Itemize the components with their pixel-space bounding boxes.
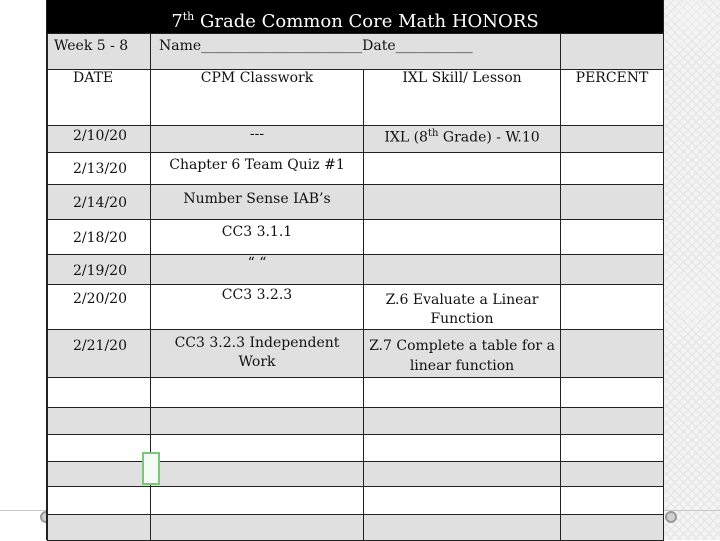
empty-cell[interactable] bbox=[561, 378, 664, 408]
row-cpm: “ “ bbox=[151, 255, 364, 285]
row-date: 2/18/20 bbox=[48, 220, 151, 255]
row-ixl bbox=[364, 255, 561, 285]
empty-cell[interactable] bbox=[151, 408, 364, 435]
header-cpm: CPM Classwork bbox=[151, 70, 364, 126]
empty-row bbox=[48, 408, 664, 435]
row-cpm: CC3 3.2.3 Independent Work bbox=[151, 330, 364, 378]
empty-cell[interactable] bbox=[151, 487, 364, 515]
empty-cell[interactable] bbox=[151, 462, 364, 487]
empty-cell[interactable] bbox=[48, 462, 151, 487]
empty-row bbox=[48, 462, 664, 487]
row-ixl bbox=[364, 126, 561, 153]
row-percent[interactable] bbox=[561, 153, 664, 185]
empty-cell[interactable] bbox=[48, 487, 151, 515]
empty-cell[interactable] bbox=[561, 408, 664, 435]
row-cpm: CC3 3.1.1 bbox=[151, 220, 364, 255]
worksheet bbox=[46, 0, 664, 540]
row-cpm: Number Sense IAB’s bbox=[151, 185, 364, 220]
empty-cell[interactable] bbox=[561, 435, 664, 462]
page-title bbox=[47, 0, 663, 33]
empty-cell[interactable] bbox=[48, 408, 151, 435]
empty-row bbox=[48, 487, 664, 515]
empty-row bbox=[48, 515, 664, 541]
empty-cell[interactable] bbox=[364, 487, 561, 515]
empty-cell[interactable] bbox=[48, 435, 151, 462]
table-row bbox=[48, 220, 664, 255]
empty-row bbox=[48, 378, 664, 408]
empty-cell[interactable] bbox=[151, 515, 364, 541]
week-label: Week 5 - 8 bbox=[48, 34, 151, 70]
name-row bbox=[48, 34, 664, 70]
row-date: 2/14/20 bbox=[48, 185, 151, 220]
row-percent[interactable] bbox=[561, 126, 664, 153]
row-percent[interactable] bbox=[561, 255, 664, 285]
assignment-table bbox=[47, 33, 664, 541]
side-pattern bbox=[664, 0, 720, 540]
row-ixl bbox=[364, 185, 561, 220]
title-grade-number: 7 bbox=[171, 11, 183, 32]
header-ixl: IXL Skill/ Lesson bbox=[364, 70, 561, 126]
row-cpm: --- bbox=[151, 126, 364, 153]
empty-cell[interactable] bbox=[364, 462, 561, 487]
title-text: Grade Common Core Math HONORS bbox=[200, 11, 539, 32]
empty-cell[interactable] bbox=[364, 378, 561, 408]
table-row bbox=[48, 185, 664, 220]
row-percent[interactable] bbox=[561, 220, 664, 255]
title-grade-suffix: th bbox=[182, 10, 195, 23]
table-row bbox=[48, 126, 664, 153]
empty-cell[interactable] bbox=[151, 435, 364, 462]
row-cpm: CC3 3.2.3 bbox=[151, 285, 364, 330]
row-date: 2/20/20 bbox=[48, 285, 151, 330]
row-ixl: Z.6 Evaluate a Linear Function bbox=[364, 285, 561, 330]
empty-row bbox=[48, 435, 664, 462]
row-percent[interactable] bbox=[561, 285, 664, 330]
table-row bbox=[48, 153, 664, 185]
row-date: 2/13/20 bbox=[48, 153, 151, 185]
row-date: 2/10/20 bbox=[48, 126, 151, 153]
empty-cell[interactable] bbox=[561, 515, 664, 541]
selection-handle[interactable] bbox=[142, 452, 160, 485]
header-date: DATE bbox=[48, 70, 151, 126]
name-row-blank bbox=[561, 34, 664, 70]
header-percent: PERCENT bbox=[561, 70, 664, 126]
empty-cell[interactable] bbox=[151, 378, 364, 408]
empty-cell[interactable] bbox=[364, 515, 561, 541]
empty-cell[interactable] bbox=[48, 378, 151, 408]
empty-cell[interactable] bbox=[48, 515, 151, 541]
row-date: 2/21/20 bbox=[48, 330, 151, 378]
empty-cell[interactable] bbox=[561, 487, 664, 515]
empty-cell[interactable] bbox=[364, 408, 561, 435]
empty-cell[interactable] bbox=[364, 435, 561, 462]
row-ixl-post: Grade) - W.10 bbox=[438, 129, 540, 146]
right-bullet-dot bbox=[665, 511, 677, 523]
empty-cell[interactable] bbox=[561, 462, 664, 487]
name-date-field[interactable]: Name_______________________Date___________ bbox=[151, 34, 561, 70]
row-ixl bbox=[364, 220, 561, 255]
row-percent[interactable] bbox=[561, 330, 664, 378]
row-ixl bbox=[364, 153, 561, 185]
row-ixl-pre: IXL (8 bbox=[384, 129, 428, 146]
row-ixl: Z.7 Complete a table for a linear function bbox=[364, 330, 561, 378]
row-date: 2/19/20 bbox=[48, 255, 151, 285]
header-row bbox=[48, 70, 664, 126]
row-ixl-sup: th bbox=[427, 128, 439, 139]
table-row bbox=[48, 255, 664, 285]
row-cpm: Chapter 6 Team Quiz #1 bbox=[151, 153, 364, 185]
row-percent[interactable] bbox=[561, 185, 664, 220]
table-row bbox=[48, 330, 664, 378]
table-row bbox=[48, 285, 664, 330]
